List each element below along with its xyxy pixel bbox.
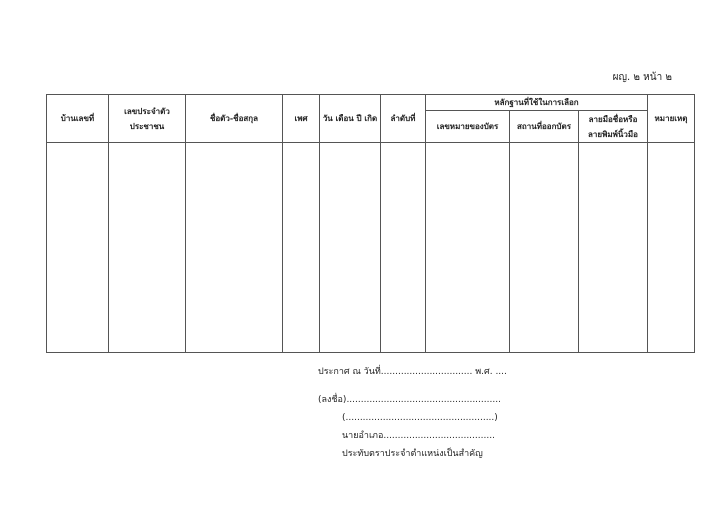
header-id-card: เลขประจำตัว ประชาชน: [109, 95, 186, 143]
header-issue-place: สถานที่ออกบัตร: [510, 111, 579, 143]
announcement-date-line: ประกาศ ณ วันที่................................ พ.ศ. ....: [318, 367, 507, 377]
signature-line: (ลงชื่อ)......................................................: [318, 395, 501, 405]
cell-birth-date: [320, 143, 381, 353]
seal-statement: ประทับตราประจำตำแหน่งเป็นสำคัญ: [342, 449, 483, 459]
announcement-block: [318, 363, 507, 463]
cell-order-no: [381, 143, 426, 353]
header-evidence-group: หลักฐานที่ใช้ในการเลือก: [426, 95, 648, 111]
header-order-no: ลำดับที่: [381, 95, 426, 143]
header-name: ชื่อตัว-ชื่อสกุล: [186, 95, 283, 143]
header-signature: ลายมือชื่อหรือ ลายพิมพ์นิ้วมือ: [579, 111, 648, 143]
cell-card-no: [426, 143, 510, 353]
cell-remark: [648, 143, 695, 353]
header-card-no: เลขหมายของบัตร: [426, 111, 510, 143]
header-house-no: บ้านเลขที่: [47, 95, 109, 143]
voter-register-table: [46, 94, 695, 353]
cell-id-card: [109, 143, 186, 353]
header-birth-date: วัน เดือน ปี เกิด: [320, 95, 381, 143]
cell-gender: [283, 143, 320, 353]
header-gender: เพศ: [283, 95, 320, 143]
header-remark: หมายเหตุ: [648, 95, 695, 143]
cell-issue-place: [510, 143, 579, 353]
cell-house-no: [47, 143, 109, 353]
cell-name: [186, 143, 283, 353]
cell-signature: [579, 143, 648, 353]
district-officer-line: นายอำเภอ.......................................: [342, 431, 495, 441]
table-row: [47, 143, 695, 353]
page-reference: ผญ. ๒ หน้า ๒: [612, 72, 672, 83]
signer-name-line: (....................................................): [342, 413, 498, 423]
